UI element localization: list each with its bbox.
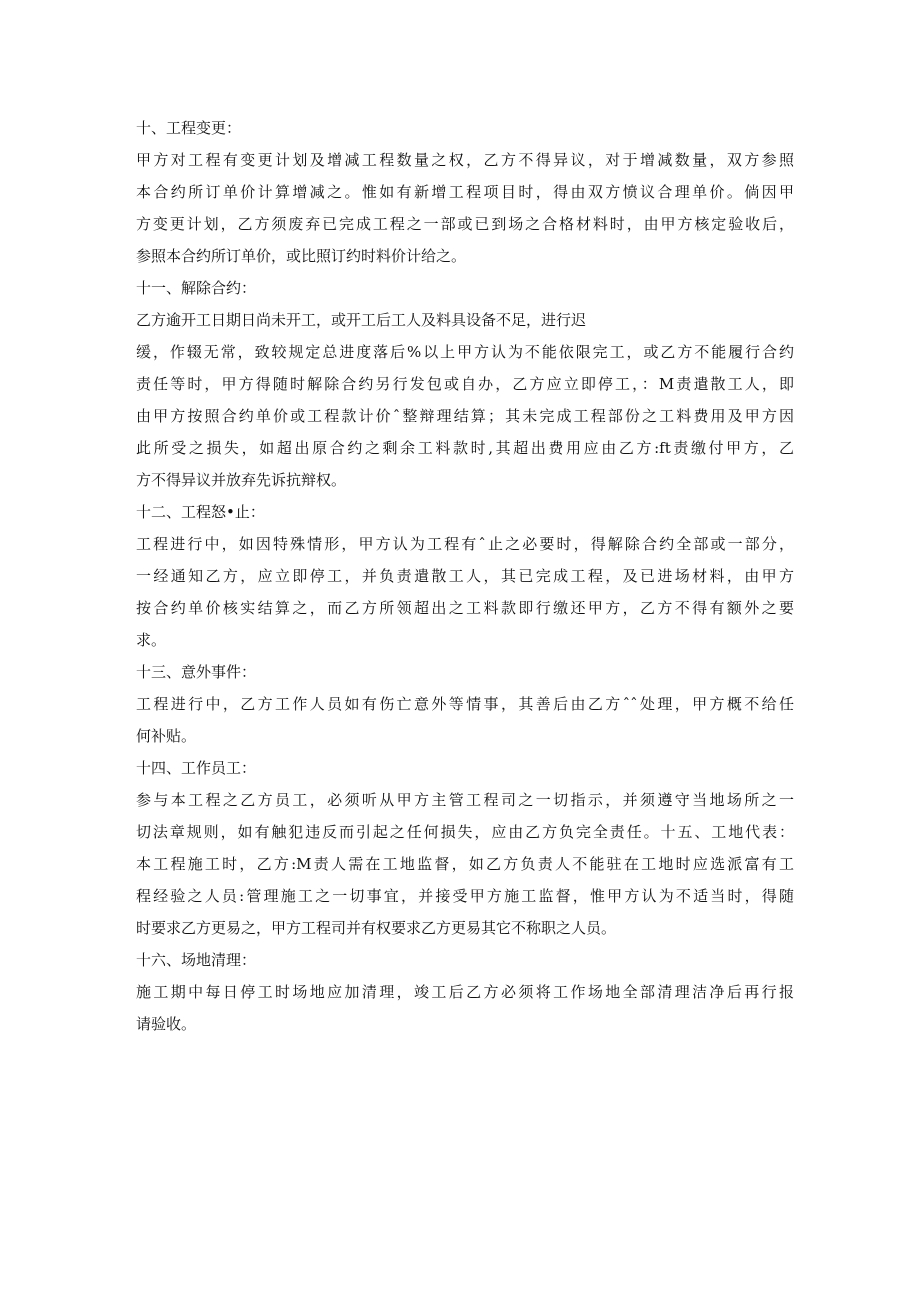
paragraph-line: 此所受之损失，如超出原合约之剩余工料款时,其超出费用应由乙方:ft责缴付甲方，乙	[136, 439, 794, 457]
section-heading: 十四、工作员工：	[136, 759, 257, 777]
paragraph-line: 按合约单价核实结算之，而乙方所领超出之工料款即行缴还甲方，乙方不得有额外之要	[136, 599, 794, 617]
contract-document	[136, 112, 794, 1040]
paragraph-line: 程经验之人员:管理施工之一切事宜，并接受甲方施工监督，惟甲方认为不适当时，得随	[136, 887, 794, 905]
paragraph-line: 施工期中每日停工时场地应加清理，竣工后乙方必须将工作场地全部清理洁净后再行报	[136, 983, 794, 1001]
paragraph-line: 责任等时，甲方得随时解除合约另行发包或自办，乙方应立即停工，：M责遣散工人，即	[136, 375, 794, 393]
paragraph-line: 时要求乙方更易之，甲方工程司并有权要求乙方更易其它不称职之人员。	[136, 919, 617, 937]
paragraph-line: 本工程施工时，乙方:M责人需在工地监督，如乙方负责人不能驻在工地时应选派富有工	[136, 855, 794, 873]
paragraph-line: 由甲方按照合约单价或工程款计价ˆ整辩理结算；其未完成工程部份之工料费用及甲方因	[136, 407, 794, 425]
paragraph-line: 请验收。	[136, 1015, 197, 1033]
section-heading: 十二、工程怒•止：	[136, 503, 265, 521]
paragraph-line: 参照本合约所订单价，或比照订约时料价计给之。	[136, 247, 467, 265]
paragraph-line: 缓，作辍无常，致较规定总进度落后%以上甲方认为不能依限完工，或乙方不能履行合约	[136, 343, 794, 361]
paragraph-line: 方不得异议并放弃先诉抗辩权。	[136, 471, 347, 489]
paragraph-line: 乙方逾开工日期日尚未开工，或开工后工人及料具设备不足，进行迟	[136, 311, 587, 329]
paragraph-line: 甲方对工程有变更计划及增减工程数量之权，乙方不得异议，对于增减数量，双方参照	[136, 151, 794, 169]
section-heading: 十三、意外事件：	[136, 663, 257, 681]
section-heading: 十、工程变更：	[136, 119, 242, 137]
paragraph-line: 切法章规则，如有触犯违反而引起之任何损失，应由乙方负完全责任。十五、工地代表：	[136, 823, 794, 841]
paragraph-line: 何补贴。	[136, 727, 197, 745]
section-heading: 十六、场地清理：	[136, 951, 257, 969]
paragraph-line: 方变更计划，乙方须废弃已完成工程之一部或已到场之合格材料时，由甲方核定验收后，	[136, 215, 794, 233]
paragraph-line: 工程进行中，乙方工作人员如有伤亡意外等情事，其善后由乙方ˆˆ处理，甲方概不给任	[136, 695, 794, 713]
paragraph-line: 一经通知乙方，应立即停工，并负责遣散工人，其已完成工程，及已进场材料，由甲方	[136, 567, 794, 585]
paragraph-line: 参与本工程之乙方员工，必须听从甲方主管工程司之一切指示，并须遵守当地场所之一	[136, 791, 794, 809]
section-heading: 十一、解除合约：	[136, 279, 257, 297]
paragraph-line: 工程进行中，如因特殊情形，甲方认为工程有ˆ止之必要时，得解除合约全部或一部分，	[136, 535, 794, 553]
paragraph-line: 本合约所订单价计算增减之。惟如有新增工程项目时，得由双方愤议合理单价。倘因甲	[136, 183, 794, 201]
paragraph-line: 求。	[136, 631, 167, 649]
